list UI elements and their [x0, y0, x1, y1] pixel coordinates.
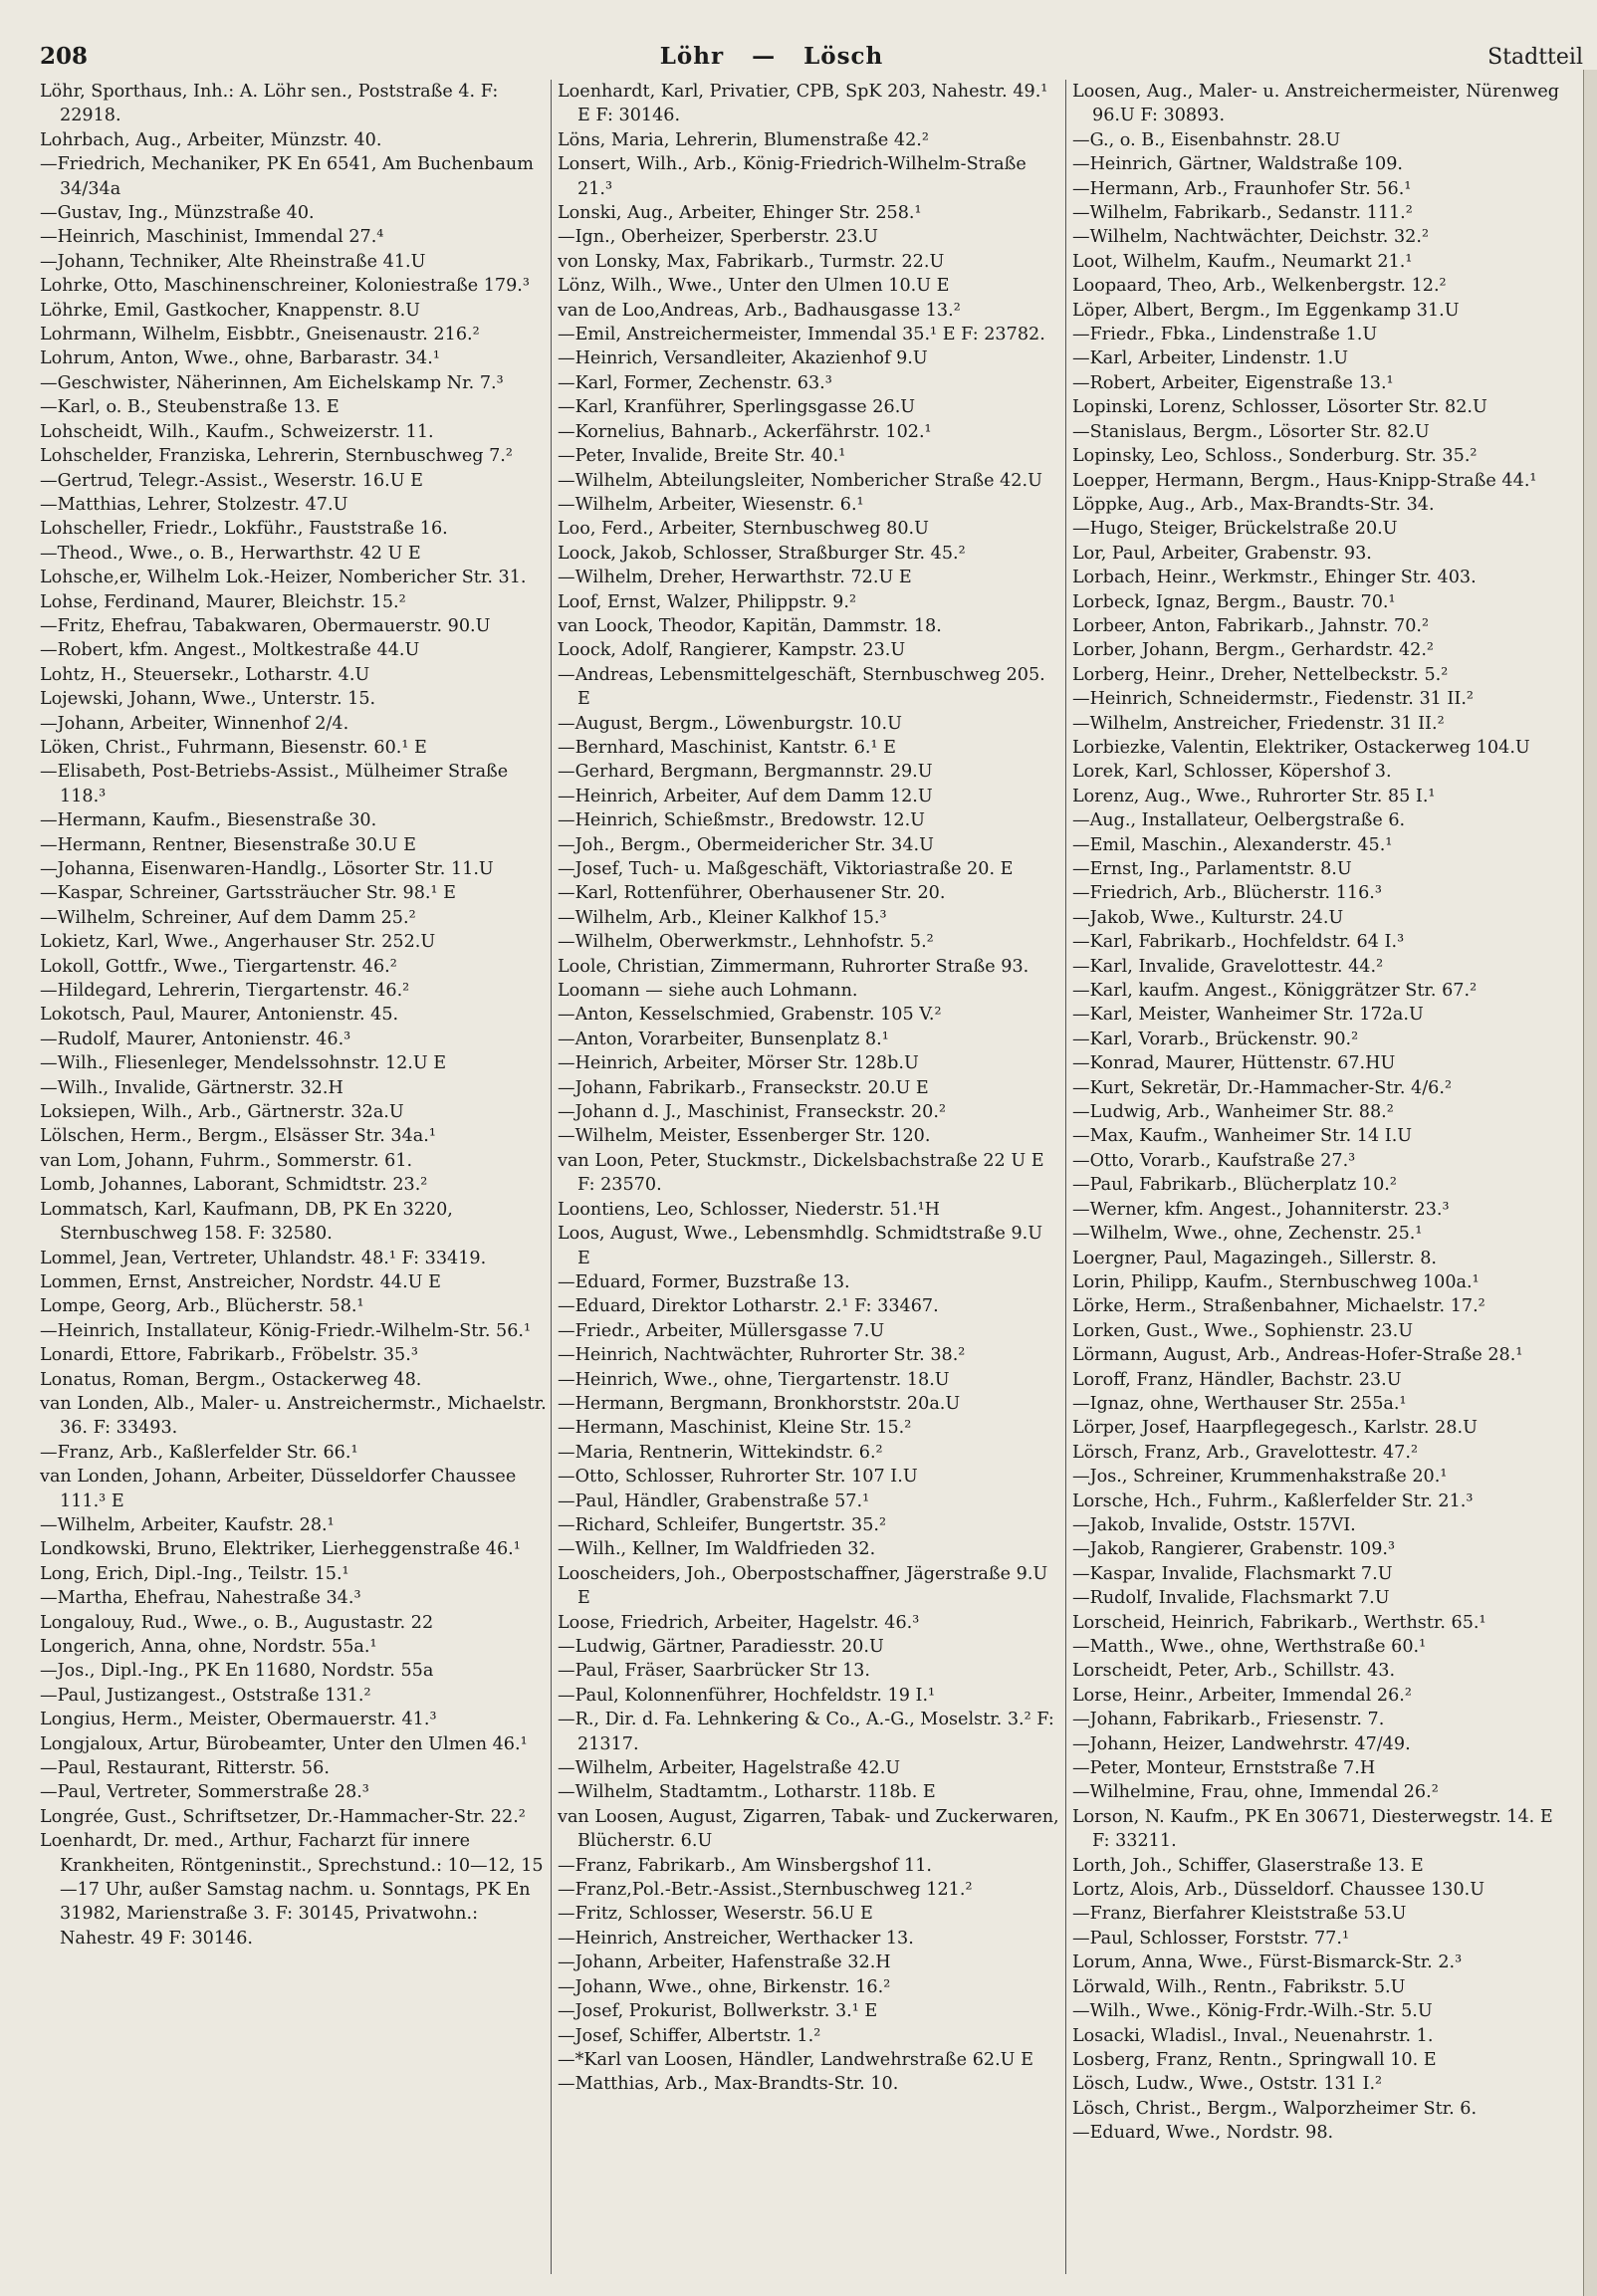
directory-entry: —Josef, Tuch- u. Maßgeschäft, Viktoriastraße 20. E: [558, 859, 1014, 879]
directory-entry: Loof, Ernst, Walzer, Philippstr. 9.²: [558, 591, 856, 612]
directory-entry: —Wilhelm, Arbeiter, Hagelstraße 42.U: [558, 1758, 901, 1779]
directory-entry: Löhrke, Emil, Gastkocher, Knappenstr. 8.U: [40, 300, 421, 321]
directory-entry: Lortz, Alois, Arb., Düsseldorf. Chaussee 130.U: [1072, 1880, 1485, 1901]
directory-entry: Loroff, Franz, Händler, Bachstr. 23.U: [1072, 1369, 1402, 1390]
directory-entry: Lopinski, Lorenz, Schlosser, Lösorter Str. 82.U: [1072, 397, 1487, 418]
directory-entry: Lommel, Jean, Vertreter, Uhlandstr. 48.¹ F: 33419.: [40, 1248, 487, 1268]
directory-entry: —Wilhelm, Schreiner, Auf dem Damm 25.²: [40, 907, 416, 928]
directory-entry: Lorson, N. Kaufm., PK En 30671, Diesterwegstr. 14. E F: 33211.: [1072, 1806, 1553, 1852]
directory-entry: —Hermann, Bergmann, Bronkhorststr. 20a.U: [558, 1393, 961, 1414]
directory-entry: —Hermann, Kaufm., Biesenstraße 30.: [40, 810, 377, 831]
directory-entry: —Bernhard, Maschinist, Kantstr. 6.¹ E: [558, 737, 897, 758]
directory-entry: Lommen, Ernst, Anstreicher, Nordstr. 44.U E: [40, 1271, 441, 1292]
directory-entry: —Johann, Arbeiter, Hafenstraße 32.H: [558, 1952, 891, 1973]
directory-entry: Lohschelder, Franziska, Lehrerin, Sternbuschweg 7.²: [40, 446, 513, 467]
directory-entry: Lohsche,er, Wilhelm Lok.-Heizer, Nombericher Str. 31.: [40, 568, 527, 588]
directory-entry: —Karl, Fabrikarb., Hochfeldstr. 64 I.³: [1072, 932, 1405, 953]
directory-entry: Lohse, Ferdinand, Maurer, Bleichstr. 15.²: [40, 591, 406, 612]
directory-entry: —Gustav, Ing., Münzstraße 40.: [40, 203, 315, 224]
directory-entry: —Johann, Wwe., ohne, Birkenstr. 16.²: [558, 1976, 891, 1997]
directory-entry: Looscheiders, Joh., Oberpostschaffner, Jägerstraße 9.U E: [558, 1563, 1048, 1609]
directory-entry: —August, Bergm., Löwenburgstr. 10.U: [558, 713, 902, 734]
directory-entry: Lorbeer, Anton, Fabrikarb., Jahnstr. 70.²: [1072, 615, 1430, 636]
directory-entry: Lorbach, Heinr., Werkmstr., Ehinger Str. 403.: [1072, 568, 1477, 588]
directory-entry: —Robert, Arbeiter, Eigenstraße 13.¹: [1072, 372, 1394, 393]
directory-entry: —Heinrich, Gärtner, Waldstraße 109.: [1072, 154, 1404, 175]
directory-entry: Löns, Maria, Lehrerin, Blumenstraße 42.²: [558, 129, 929, 150]
directory-entry: Long, Erich, Dipl.-Ing., Teilstr. 15.¹: [40, 1563, 349, 1584]
directory-entry: —Hildegard, Lehrerin, Tiergartenstr. 46.²: [40, 981, 410, 1002]
directory-entry: Lopinsky, Leo, Schloss., Sonderburg. Str. 35.²: [1072, 446, 1478, 467]
directory-entry: —Johann, Arbeiter, Winnenhof 2/4.: [40, 713, 349, 734]
directory-entry: Losberg, Franz, Rentn., Springwall 10. E: [1072, 2049, 1437, 2070]
directory-entry: Loole, Christian, Zimmermann, Ruhrorter Straße 93.: [558, 956, 1029, 977]
name-range: [159, 43, 1384, 70]
directory-entry: Lönz, Wilh., Wwe., Unter den Ulmen 10.U E: [558, 276, 950, 297]
directory-entry: Lohrke, Otto, Maschinenschreiner, Koloniestraße 179.³: [40, 276, 530, 297]
directory-entry: —Wilhelm, Abteilungsleiter, Nombericher Straße 42.U: [558, 470, 1042, 491]
directory-entry: —Franz, Bierfahrer Kleiststraße 53.U: [1072, 1904, 1407, 1925]
directory-entry: Lörmann, August, Arb., Andreas-Hofer-Straße 28.¹: [1072, 1345, 1523, 1366]
directory-entry: Loksiepen, Wilh., Arb., Gärtnerstr. 32a.U: [40, 1102, 404, 1123]
directory-entry: —Heinrich, Wwe., ohne, Tiergartenstr. 18.U: [558, 1369, 950, 1390]
directory-entry: Lonski, Aug., Arbeiter, Ehinger Str. 258.¹: [558, 203, 922, 224]
directory-entry: Longius, Herm., Meister, Obermauerstr. 41.³: [40, 1710, 437, 1730]
directory-entry: Lorth, Joh., Schiffer, Glaserstraße 13. E: [1072, 1855, 1424, 1876]
directory-entry: —Fritz, Schlosser, Weserstr. 56.U E: [558, 1904, 873, 1925]
directory-entry: Löken, Christ., Fuhrmann, Biesenstr. 60.¹ E: [40, 737, 427, 758]
directory-entry: —Wilhelm, Arbeiter, Kaufstr. 28.¹: [40, 1514, 335, 1535]
directory-entry: —Ernst, Ing., Parlamentstr. 8.U: [1072, 859, 1352, 879]
directory-entry: —Paul, Vertreter, Sommerstraße 28.³: [40, 1782, 369, 1803]
directory-entry: Loepper, Hermann, Bergm., Haus-Knipp-Straße 44.¹: [1072, 470, 1537, 491]
directory-entry: —Johanna, Eisenwaren-Handlg., Lösorter Str. 11.U: [40, 859, 494, 879]
directory-entry: —Heinrich, Arbeiter, Mörser Str. 128b.U: [558, 1053, 919, 1074]
directory-entry: —Franz, Arb., Kaßlerfelder Str. 66.¹: [40, 1442, 358, 1463]
directory-entry: —Theod., Wwe., o. B., Herwarthstr. 42 U E: [40, 543, 421, 564]
directory-entry: —Richard, Schleifer, Bungertstr. 35.²: [558, 1514, 887, 1535]
directory-entry: —G., o. B., Eisenbahnstr. 28.U: [1072, 129, 1341, 150]
directory-entry: Lorse, Heinr., Arbeiter, Immendal 26.²: [1072, 1685, 1412, 1706]
directory-entry: Loosen, Aug., Maler- u. Anstreichermeister, Nürenweg 96.U F: 30893.: [1072, 82, 1560, 126]
directory-entry: Longjaloux, Artur, Bürobeamter, Unter den Ulmen 46.¹: [40, 1733, 528, 1754]
directory-entry: Longerich, Anna, ohne, Nordstr. 55a.¹: [40, 1637, 377, 1657]
directory-entry: —Heinrich, Maschinist, Immendal 27.⁴: [40, 227, 384, 248]
directory-entry: Lorscheidt, Peter, Arb., Schillstr. 43.: [1072, 1661, 1396, 1682]
directory-entry: —Wilh., Invalide, Gärtnerstr. 32.H: [40, 1077, 343, 1098]
column-3: [1072, 80, 1575, 2274]
directory-entry: —Ludwig, Gärtner, Paradiesstr. 20.U: [558, 1637, 884, 1657]
directory-entry: Loo, Ferd., Arbeiter, Sternbuschweg 80.U: [558, 519, 929, 540]
directory-entry: Lomb, Johannes, Laborant, Schmidtstr. 23.²: [40, 1175, 428, 1196]
directory-entry: —Stanislaus, Bergm., Lösorter Str. 82.U: [1072, 421, 1430, 442]
directory-entry: —Joh., Bergm., Obermeidericher Str. 34.U: [558, 834, 934, 855]
directory-entry: Lohtz, H., Steuersekr., Lotharstr. 4.U: [40, 664, 370, 685]
directory-entry: Löppke, Aug., Arb., Max-Brandts-Str. 34.: [1072, 494, 1435, 515]
directory-entry: —Emil, Maschin., Alexanderstr. 45.¹: [1072, 834, 1393, 855]
directory-entry: —Wilhelm, Wwe., ohne, Zechenstr. 25.¹: [1072, 1224, 1423, 1245]
directory-entry: —Heinrich, Nachtwächter, Ruhrorter Str. 38.²: [558, 1345, 966, 1366]
directory-entry: van Loock, Theodor, Kapitän, Dammstr. 18.: [558, 615, 942, 636]
directory-entry: —Ign., Oberheizer, Sperberstr. 23.U: [558, 227, 878, 248]
directory-entry: —Gertrud, Telegr.-Assist., Weserstr. 16.U E: [40, 470, 424, 491]
directory-entry: Lonardi, Ettore, Fabrikarb., Fröbelstr. 35.³: [40, 1345, 418, 1366]
directory-entry: —Wilhelm, Arbeiter, Wiesenstr. 6.¹: [558, 494, 864, 515]
directory-entry: —Karl, Vorarb., Brückenstr. 90.²: [1072, 1029, 1359, 1049]
directory-entry: —Heinrich, Arbeiter, Auf dem Damm 12.U: [558, 786, 933, 806]
directory-entry: —Matthias, Arb., Max-Brandts-Str. 10.: [558, 2074, 899, 2095]
directory-entry: —Elisabeth, Post-Betriebs-Assist., Mülheimer Straße 118.³: [40, 762, 509, 806]
directory-entry: Lorsche, Hch., Fuhrm., Kaßlerfelder Str. 21.³: [1072, 1491, 1474, 1511]
directory-entry: Loomann — siehe auch Lohmann.: [558, 981, 858, 1002]
directory-entry: —Kaspar, Invalide, Flachsmarkt 7.U: [1072, 1563, 1393, 1584]
directory-entry: —Otto, Vorarb., Kaufstraße 27.³: [1072, 1150, 1356, 1171]
directory-entry: Lohrum, Anton, Wwe., ohne, Barbarastr. 34.¹: [40, 348, 440, 369]
directory-entry: Loontiens, Leo, Schlosser, Niederstr. 51.¹H: [558, 1199, 940, 1220]
directory-entry: —Fritz, Ehefrau, Tabakwaren, Obermauerstr. 90.U: [40, 615, 491, 636]
directory-entry: Lörke, Herm., Straßenbahner, Michaelstr. 17.²: [1072, 1296, 1485, 1317]
directory-entry: —Paul, Fräser, Saarbrücker Str 13.: [558, 1661, 870, 1682]
page-number: 208: [40, 43, 89, 70]
directory-entry: —Wilh., Fliesenleger, Mendelssohnstr. 12.U E: [40, 1053, 447, 1074]
directory-entry: —Ignaz, ohne, Werthauser Str. 255a.¹: [1072, 1393, 1407, 1414]
column-divider: [1065, 80, 1066, 2274]
directory-entry: Lonsert, Wilh., Arb., König-Friedrich-Wilhelm-Straße 21.³: [558, 154, 1027, 199]
directory-entry: —Hugo, Steiger, Brückelstraße 20.U: [1072, 519, 1398, 540]
directory-entry: —Peter, Invalide, Breite Str. 40.¹: [558, 446, 846, 467]
directory-entry: —Karl, kaufm. Angest., Königgrätzer Str. 67.²: [1072, 981, 1478, 1002]
directory-entry: —Eduard, Wwe., Nordstr. 98.: [1072, 2123, 1334, 2144]
directory-entry: —Kornelius, Bahnarb., Ackerfährstr. 102.¹: [558, 421, 932, 442]
directory-entry: Loenhardt, Karl, Privatier, CPB, SpK 203, Nahestr. 49.¹ E F: 30146.: [558, 82, 1048, 126]
directory-entry: —Robert, kfm. Angest., Moltkestraße 44.U: [40, 640, 420, 661]
directory-entry: —Josef, Schiffer, Albertstr. 1.²: [558, 2025, 821, 2046]
directory-entry: Lommatsch, Karl, Kaufmann, DB, PK En 3220, Sternbuschweg 158. F: 32580.: [40, 1199, 453, 1245]
directory-entry: —Friedrich, Arb., Blücherstr. 116.³: [1072, 883, 1382, 904]
directory-entry: —R., Dir. d. Fa. Lehnkering & Co., A.-G., Moselstr. 3.² F: 21317.: [558, 1710, 1054, 1754]
directory-entry: —Paul, Justizangest., Oststraße 131.²: [40, 1685, 371, 1706]
directory-entry: —Karl, Arbeiter, Lindenstr. 1.U: [1072, 348, 1349, 369]
directory-entry: van Loon, Peter, Stuckmstr., Dickelsbachstraße 22 U E F: 23570.: [558, 1150, 1044, 1196]
directory-entry: —Anton, Kesselschmied, Grabenstr. 105 V.²: [558, 1005, 942, 1026]
directory-entry: —Matthias, Lehrer, Stolzestr. 47.U: [40, 494, 348, 515]
directory-entry: —Johann, Fabrikarb., Franseckstr. 20.U E: [558, 1077, 929, 1098]
directory-entry: Lorken, Gust., Wwe., Sophienstr. 23.U: [1072, 1320, 1414, 1341]
directory-entry: —Wilhelm, Anstreicher, Friedenstr. 31 II.²: [1072, 713, 1445, 734]
directory-entry: —Emil, Anstreichermeister, Immendal 35.¹ E F: 23782.: [558, 325, 1045, 345]
directory-entry: Lohrbach, Aug., Arbeiter, Münzstr. 40.: [40, 129, 382, 150]
directory-entry: van Londen, Alb., Maler- u. Anstreichermstr., Michaelstr. 36. F: 33493.: [40, 1393, 547, 1439]
directory-entry: —Konrad, Maurer, Hüttenstr. 67.HU: [1072, 1053, 1396, 1074]
directory-entry: —Jakob, Wwe., Kulturstr. 24.U: [1072, 907, 1344, 928]
directory-entry: Lokietz, Karl, Wwe., Angerhauser Str. 252.U: [40, 932, 436, 953]
directory-entry: —Kurt, Sekretär, Dr.-Hammacher-Str. 4/6.²: [1072, 1077, 1453, 1098]
directory-entry: —Rudolf, Invalide, Flachsmarkt 7.U: [1072, 1588, 1390, 1609]
directory-entry: Lösch, Ludw., Wwe., Oststr. 131 I.²: [1072, 2074, 1383, 2095]
directory-entry: —Friedr., Arbeiter, Müllersgasse 7.U: [558, 1320, 885, 1341]
directory-entry: —Jos., Schreiner, Krummenhakstraße 20.¹: [1072, 1467, 1448, 1488]
directory-entry: Lorbiezke, Valentin, Elektriker, Ostackerweg 104.U: [1072, 737, 1530, 758]
directory-entry: Löhr, Sporthaus, Inh.: A. Löhr sen., Poststraße 4. F: 22918.: [40, 82, 499, 126]
directory-entry: —Peter, Monteur, Ernststraße 7.H: [1072, 1758, 1376, 1779]
directory-entry: Londkowski, Bruno, Elektriker, Lierheggenstraße 46.¹: [40, 1539, 521, 1560]
directory-entry: van Londen, Johann, Arbeiter, Düsseldorfer Chaussee 111.³ E: [40, 1467, 517, 1511]
directory-entry: van Loosen, August, Zigarren, Tabak- und Zuckerwaren, Blücherstr. 6.U: [558, 1806, 1059, 1852]
directory-entry: Lokoll, Gottfr., Wwe., Tiergartenstr. 46.²: [40, 956, 397, 977]
directory-entry: —Heinrich, Anstreicher, Werthacker 13.: [558, 1928, 914, 1949]
directory-entry: —Wilhelm, Arb., Kleiner Kalkhof 15.³: [558, 907, 887, 928]
directory-entry: —Johann d. J., Maschinist, Franseckstr. 20.²: [558, 1102, 946, 1123]
directory-entry: —*Karl van Loosen, Händler, Landwehrstraße 62.U E: [558, 2049, 1033, 2070]
directory-entry: —Josef, Prokurist, Bollwerkstr. 3.¹ E: [558, 2001, 878, 2022]
directory-entry: Loos, August, Wwe., Lebensmhdlg. Schmidtstraße 9.U E: [558, 1224, 1043, 1268]
directory-entry: —Wilhelm, Dreher, Herwarthstr. 72.U E: [558, 568, 912, 588]
column-divider: [551, 80, 552, 2274]
directory-entry: —Kaspar, Schreiner, Gartssträucher Str. 98.¹ E: [40, 883, 456, 904]
directory-entry: Loergner, Paul, Magazingeh., Sillerstr. 8.: [1072, 1248, 1438, 1268]
directory-entry: Losacki, Wladisl., Inval., Neuenahrstr. 1.: [1072, 2025, 1434, 2046]
directory-entry: Lorber, Johann, Bergm., Gerhardstr. 42.²: [1072, 640, 1434, 661]
directory-entry: —Wilh., Wwe., König-Frdr.-Wilh.-Str. 5.U: [1072, 2001, 1433, 2022]
directory-entry: —Maria, Rentnerin, Wittekindstr. 6.²: [558, 1442, 883, 1463]
directory-entry: Loopaard, Theo, Arb., Welkenbergstr. 12.²: [1072, 276, 1447, 297]
directory-entry: Lorscheid, Heinrich, Fabrikarb., Werthstr. 65.¹: [1072, 1612, 1486, 1633]
section-label: Stadtteil: [1487, 45, 1583, 70]
directory-entry: —Heinrich, Installateur, König-Friedr.-Wilhelm-Str. 56.¹: [40, 1320, 532, 1341]
directory-entry: Lölschen, Herm., Bergm., Elsässer Str. 34a.¹: [40, 1126, 436, 1147]
directory-entry: —Paul, Händler, Grabenstraße 57.¹: [558, 1491, 870, 1511]
directory-entry: von Lonsky, Max, Fabrikarb., Turmstr. 22.U: [558, 251, 945, 272]
directory-entry: Lorberg, Heinr., Dreher, Nettelbeckstr. 5.²: [1072, 664, 1449, 685]
directory-entry: Lohscheidt, Wilh., Kaufm., Schweizerstr. 11.: [40, 421, 434, 442]
directory-entry: Loot, Wilhelm, Kaufm., Neumarkt 21.¹: [1072, 251, 1413, 272]
directory-entry: Lorum, Anna, Wwe., Fürst-Bismarck-Str. 2.³: [1072, 1952, 1463, 1973]
directory-entry: —Eduard, Former, Buzstraße 13.: [558, 1271, 850, 1292]
directory-entry: —Matth., Wwe., ohne, Werthstraße 60.¹: [1072, 1637, 1427, 1657]
directory-entry: —Paul, Fabrikarb., Blücherplatz 10.²: [1072, 1175, 1397, 1196]
directory-entry: —Jakob, Rangierer, Grabenstr. 109.³: [1072, 1539, 1396, 1560]
directory-entry: —Karl, Invalide, Gravelottestr. 44.²: [1072, 956, 1384, 977]
directory-entry: Lörwald, Wilh., Rentn., Fabrikstr. 5.U: [1072, 1976, 1406, 1997]
directory-entry: —Wilhelm, Fabrikarb., Sedanstr. 111.²: [1072, 203, 1413, 224]
directory-entry: —Rudolf, Maurer, Antonienstr. 46.³: [40, 1029, 351, 1049]
directory-entry: —Wilh., Kellner, Im Waldfrieden 32.: [558, 1539, 876, 1560]
directory-entry: Lojewski, Johann, Wwe., Unterstr. 15.: [40, 689, 376, 710]
directory-entry: Lohrmann, Wilhelm, Eisbbtr., Gneisenaustr. 216.²: [40, 325, 480, 345]
directory-entry: —Ludwig, Arb., Wanheimer Str. 88.²: [1072, 1102, 1394, 1123]
directory-entry: —Wilhelm, Meister, Essenberger Str. 120.: [558, 1126, 931, 1147]
directory-entry: —Otto, Schlosser, Ruhrorter Str. 107 I.U: [558, 1467, 918, 1488]
directory-entry: —Hermann, Arb., Fraunhofer Str. 56.¹: [1072, 178, 1412, 199]
directory-entry: —Max, Kaufm., Wanheimer Str. 14 I.U: [1072, 1126, 1413, 1147]
column-1: [40, 80, 548, 2274]
directory-entry: —Wilhelm, Stadtamtm., Lotharstr. 118b. E: [558, 1782, 936, 1803]
adjacent-page-edge: [1583, 70, 1597, 2296]
directory-entry: Lörsch, Franz, Arb., Gravelottestr. 47.²: [1072, 1442, 1419, 1463]
directory-entry: Lorek, Karl, Schlosser, Köpershof 3.: [1072, 762, 1392, 783]
directory-entry: —Paul, Kolonnenführer, Hochfeldstr. 19 I.¹: [558, 1685, 936, 1706]
directory-entry: —Jakob, Invalide, Oststr. 157VI.: [1072, 1514, 1356, 1535]
directory-entry: —Heinrich, Schießmstr., Bredowstr. 12.U: [558, 810, 926, 831]
directory-entry: Loock, Adolf, Rangierer, Kampstr. 23.U: [558, 640, 906, 661]
directory-entry: Lorin, Philipp, Kaufm., Sternbuschweg 100a.¹: [1072, 1271, 1480, 1292]
directory-entry: —Johann, Heizer, Landwehrstr. 47/49.: [1072, 1733, 1411, 1754]
directory-entry: —Johann, Fabrikarb., Friesenstr. 7.: [1072, 1710, 1385, 1730]
directory-entry: —Franz, Fabrikarb., Am Winsbergshof 11.: [558, 1855, 933, 1876]
directory-entry: —Gerhard, Bergmann, Bergmannstr. 29.U: [558, 762, 933, 783]
directory-entry: Löper, Albert, Bergm., Im Eggenkamp 31.U: [1072, 300, 1460, 321]
directory-entry: Loock, Jakob, Schlosser, Straßburger Str. 45.²: [558, 543, 966, 564]
directory-entry: —Andreas, Lebensmittelgeschäft, Sternbuschweg 205. E: [558, 664, 1045, 710]
directory-entry: Longrée, Gust., Schriftsetzer, Dr.-Hammacher-Str. 22.²: [40, 1806, 526, 1827]
directory-entry: —Aug., Installateur, Oelbergstraße 6.: [1072, 810, 1406, 831]
directory-entry: —Franz,Pol.-Betr.-Assist.,Sternbuschweg 121.²: [558, 1880, 973, 1901]
directory-entry: —Wilhelm, Oberwerkmstr., Lehnhofstr. 5.²: [558, 932, 934, 953]
range-to: Lösch: [803, 43, 884, 70]
directory-entry: —Friedrich, Mechaniker, PK En 6541, Am Buchenbaum 34/34a: [40, 154, 534, 199]
directory-entry: Lörper, Josef, Haarpflegegesch., Karlstr. 28.U: [1072, 1418, 1478, 1439]
column-2: [558, 80, 1060, 2274]
directory-entry: —Heinrich, Versandleiter, Akazienhof 9.U: [558, 348, 928, 369]
directory-entry: —Karl, Meister, Wanheimer Str. 172a.U: [1072, 1005, 1424, 1026]
directory-entry: van Lom, Johann, Fuhrm., Sommerstr. 61.: [40, 1150, 413, 1171]
directory-entry: Lokotsch, Paul, Maurer, Antonienstr. 45.: [40, 1005, 399, 1026]
directory-entry: —Jos., Dipl.-Ing., PK En 11680, Nordstr. 55a: [40, 1661, 434, 1682]
directory-entry: —Friedr., Fbka., Lindenstraße 1.U: [1072, 325, 1378, 345]
directory-entry: —Geschwister, Näherinnen, Am Eichelskamp Nr. 7.³: [40, 372, 504, 393]
directory-entry: Loose, Friedrich, Arbeiter, Hagelstr. 46.³: [558, 1612, 920, 1633]
directory-entry: Lor, Paul, Arbeiter, Grabenstr. 93.: [1072, 543, 1372, 564]
directory-entry: —Hermann, Rentner, Biesenstraße 30.U E: [40, 834, 416, 855]
directory-entry: —Wilhelmine, Frau, ohne, Immendal 26.²: [1072, 1782, 1439, 1803]
directory-entry: Lorenz, Aug., Wwe., Ruhrorter Str. 85 I.¹: [1072, 786, 1436, 806]
directory-entry: van de Loo,Andreas, Arb., Badhausgasse 13.²: [558, 300, 961, 321]
directory-entry: —Paul, Schlosser, Forststr. 77.¹: [1072, 1928, 1350, 1949]
range-from: Löhr: [659, 43, 725, 70]
directory-entry: —Wilhelm, Nachtwächter, Deichstr. 32.²: [1072, 227, 1429, 248]
directory-entry: —Karl, Rottenführer, Oberhausener Str. 20.: [558, 883, 946, 904]
directory-entry: —Eduard, Direktor Lotharstr. 2.¹ F: 33467.: [558, 1296, 939, 1317]
directory-entry: —Karl, Kranführer, Sperlingsgasse 26.U: [558, 397, 916, 418]
directory-entry: —Karl, Former, Zechenstr. 63.³: [558, 372, 832, 393]
range-separator: —: [752, 43, 777, 70]
directory-entry: —Martha, Ehefrau, Nahestraße 34.³: [40, 1588, 361, 1609]
directory-entry: Lonatus, Roman, Bergm., Ostackerweg 48.: [40, 1369, 422, 1390]
directory-entry: Lorbeck, Ignaz, Bergm., Baustr. 70.¹: [1072, 591, 1396, 612]
directory-entry: Lohscheller, Friedr., Lokführ., Fauststraße 16.: [40, 519, 448, 540]
directory-entry: —Karl, o. B., Steubenstraße 13. E: [40, 397, 340, 418]
directory-entry: —Werner, kfm. Angest., Johanniterstr. 23.³: [1072, 1199, 1450, 1220]
directory-entry: Lompe, Georg, Arb., Blücherstr. 58.¹: [40, 1296, 364, 1317]
directory-entry: Longalouy, Rud., Wwe., o. B., Augustastr. 22: [40, 1612, 434, 1633]
page-header: [40, 36, 1589, 70]
directory-entry: —Anton, Vorarbeiter, Bunsenplatz 8.¹: [558, 1029, 889, 1049]
directory-entry: —Johann, Techniker, Alte Rheinstraße 41.U: [40, 251, 426, 272]
directory-entry: —Hermann, Maschinist, Kleine Str. 15.²: [558, 1418, 912, 1439]
directory-entry: Lösch, Christ., Bergm., Walporzheimer Str. 6.: [1072, 2098, 1478, 2119]
directory-entry: —Heinrich, Schneidermstr., Fiedenstr. 31 II.²: [1072, 689, 1474, 710]
directory-entry: Loenhardt, Dr. med., Arthur, Facharzt für innere Krankheiten, Röntgeninstit., Sprechstund.: 10—12, 15—17 Uhr, außer Samstag nachm. u. Sonntags, PK En 31982, Marienstraße 3. F: 30145, Privatwohn.: Nahestr. 49 F: 30146.: [40, 1831, 544, 1949]
directory-entry: —Paul, Restaurant, Ritterstr. 56.: [40, 1758, 330, 1779]
